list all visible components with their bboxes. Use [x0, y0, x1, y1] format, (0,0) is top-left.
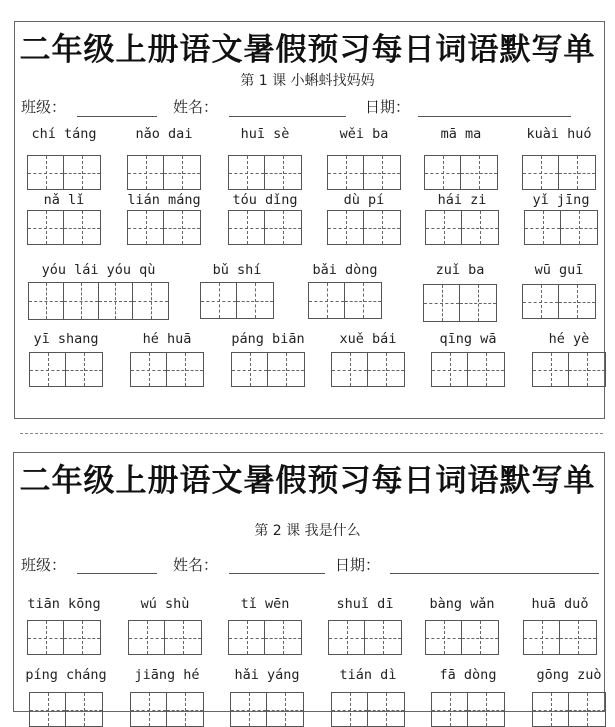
pinyin-label: wěi ba	[339, 126, 389, 142]
pinyin-label: huī sè	[240, 126, 290, 142]
pinyin-label: hǎi yáng	[234, 667, 300, 683]
writing-grid[interactable]	[328, 620, 402, 655]
writing-grid[interactable]	[331, 692, 405, 727]
writing-grid[interactable]	[431, 352, 505, 387]
writing-grid[interactable]	[424, 155, 498, 190]
writing-grid[interactable]	[425, 620, 499, 655]
date-label: 日期：	[365, 98, 411, 116]
pinyin-label: páng biān	[231, 331, 305, 347]
writing-grid[interactable]	[29, 352, 103, 387]
name-field[interactable]	[229, 116, 346, 117]
class-field[interactable]	[77, 116, 157, 117]
writing-grid[interactable]	[27, 620, 101, 655]
writing-grid[interactable]	[331, 352, 405, 387]
writing-grid[interactable]	[130, 352, 204, 387]
writing-grid[interactable]	[27, 210, 101, 245]
pinyin-label: yǐ jīng	[532, 192, 590, 208]
writing-grid[interactable]	[423, 284, 497, 322]
writing-grid[interactable]	[308, 282, 382, 319]
pinyin-label: shuǐ dī	[336, 596, 394, 612]
pinyin-label: hé huā	[142, 331, 192, 347]
writing-grid[interactable]	[230, 692, 304, 727]
name-field[interactable]	[229, 573, 325, 574]
pinyin-label: xuě bái	[339, 331, 397, 347]
writing-grid[interactable]	[228, 155, 302, 190]
writing-grid[interactable]	[522, 284, 596, 319]
pinyin-label: tǐ wēn	[240, 596, 290, 612]
date-label: 日期：	[335, 556, 381, 574]
pinyin-label: fā dòng	[439, 667, 497, 683]
pinyin-label: yóu lái yóu qù	[41, 262, 156, 278]
pinyin-label: dù pí	[343, 192, 385, 208]
class-label: 班级：	[21, 556, 67, 574]
pinyin-label: mā ma	[440, 126, 482, 142]
writing-grid[interactable]	[127, 155, 201, 190]
pinyin-label: yī shang	[33, 331, 99, 347]
pinyin-label: tián dì	[339, 667, 397, 683]
worksheet-1-lesson: 第 1 课 小蝌蚪找妈妈	[240, 73, 375, 89]
class-label: 班级：	[21, 98, 67, 116]
pinyin-label: bǔ shí	[212, 262, 262, 278]
writing-grid[interactable]	[29, 692, 103, 727]
date-field[interactable]	[418, 116, 571, 117]
writing-grid[interactable]	[127, 210, 201, 245]
date-field[interactable]	[390, 573, 599, 574]
writing-grid[interactable]	[231, 352, 305, 387]
pinyin-label: kuài huó	[526, 126, 592, 142]
writing-grid[interactable]	[425, 210, 499, 245]
writing-grid[interactable]	[27, 155, 101, 190]
pinyin-label: píng cháng	[25, 667, 107, 683]
pinyin-label: wú shù	[140, 596, 190, 612]
writing-grid[interactable]	[327, 155, 401, 190]
pinyin-label: nǎo dai	[135, 126, 193, 142]
pinyin-label: hái zi	[437, 192, 487, 208]
name-label: 姓名：	[173, 98, 219, 116]
pinyin-label: gōng zuò	[536, 667, 602, 683]
writing-grid[interactable]	[228, 620, 302, 655]
writing-grid[interactable]	[523, 620, 597, 655]
pinyin-label: lián máng	[127, 192, 201, 208]
pinyin-label: zuǐ ba	[435, 262, 485, 278]
pinyin-label: bàng wǎn	[429, 596, 495, 612]
pinyin-label: nǎ lǐ	[43, 192, 85, 208]
pinyin-label: tóu dǐng	[232, 192, 298, 208]
writing-grid[interactable]	[532, 352, 606, 387]
writing-grid[interactable]	[522, 155, 596, 190]
pinyin-label: tiān kōng	[27, 596, 101, 612]
writing-grid[interactable]	[128, 620, 202, 655]
pinyin-label: qīng wā	[439, 331, 497, 347]
worksheet-1-title: 二年级上册语文暑假预习每日词语默写单	[19, 32, 596, 68]
pinyin-label: huā duǒ	[531, 596, 589, 612]
worksheet-2-lesson: 第 2 课 我是什么	[254, 523, 361, 539]
pinyin-label: jiāng hé	[134, 667, 200, 683]
writing-grid[interactable]	[524, 210, 598, 245]
pinyin-label: wū guī	[534, 262, 584, 278]
pinyin-label: bǎi dòng	[312, 262, 378, 278]
worksheet-2-title: 二年级上册语文暑假预习每日词语默写单	[19, 463, 596, 499]
writing-grid[interactable]	[228, 210, 302, 245]
writing-grid[interactable]	[130, 692, 204, 727]
pinyin-label: chí táng	[31, 126, 97, 142]
writing-grid[interactable]	[532, 692, 606, 727]
writing-grid[interactable]	[327, 210, 401, 245]
name-label: 姓名：	[173, 556, 219, 574]
cut-line-divider	[20, 433, 603, 434]
writing-grid[interactable]	[431, 692, 505, 727]
class-field[interactable]	[77, 573, 157, 574]
writing-grid[interactable]	[28, 282, 169, 320]
pinyin-label: hé yè	[548, 331, 590, 347]
writing-grid[interactable]	[200, 282, 274, 319]
